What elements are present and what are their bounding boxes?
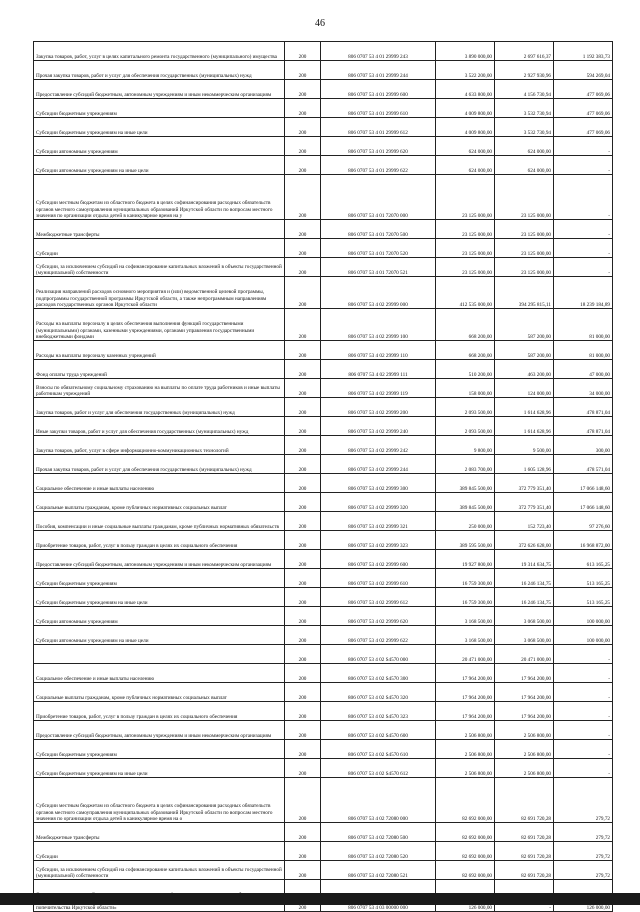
table-row — [34, 512, 613, 531]
row-unexecuted-cell: 594 269,04 — [554, 61, 613, 80]
row-name-cell: Социальное обеспечение и иные выплаты населению — [34, 474, 285, 493]
row-unexecuted-cell: 81 000,00 — [554, 309, 613, 341]
row-executed-cell: 463 200,00 — [495, 360, 554, 379]
row-classification-cell: 806 0707 53 4 01 29999 610 — [321, 99, 436, 118]
row-code-cell: 200 — [285, 569, 321, 588]
row-unexecuted-cell: - — [554, 664, 613, 683]
row-code-cell: 200 — [285, 309, 321, 341]
row-classification-cell: 806 0707 53 4 01 29999 612 — [321, 118, 436, 137]
row-code-cell: 200 — [285, 220, 321, 239]
table-row — [34, 99, 613, 118]
row-executed-cell: 82 691 720,28 — [495, 778, 554, 823]
table-row — [34, 607, 613, 626]
table-row — [34, 842, 613, 861]
table-row — [34, 258, 613, 277]
row-assigned-cell: 82 692 000,00 — [436, 823, 495, 842]
table-row — [34, 436, 613, 455]
row-classification-cell: 806 0707 53 4 02 29999 321 — [321, 512, 436, 531]
row-name-cell: Субсидии местным бюджетам из областного бюджета в целях софинансирования расходных обязательств органов местного самоуправления муниципальных образований Иркутской области по вопросам местного значения по организации отдыха детей в каникулярное время на о — [34, 778, 285, 823]
table-row — [34, 61, 613, 80]
table-row — [34, 683, 613, 702]
row-executed-cell: 2 697 616,37 — [495, 42, 554, 61]
row-name-cell: Субсидии бюджетным учреждениям на иные цели — [34, 118, 285, 137]
row-name-cell: Закупка товаров, работ, услуг в целях капитального ремонта государственного (муниципального) имущества — [34, 42, 285, 61]
row-assigned-cell: 2 093 500,00 — [436, 398, 495, 417]
table-row — [34, 569, 613, 588]
row-name-cell: Предоставление субсидий бюджетным, автономным учреждениям и иным некоммерческим организациям — [34, 550, 285, 569]
row-executed-cell: 1 614 628,96 — [495, 417, 554, 436]
row-classification-cell: 806 0707 53 4 02 29999 000 — [321, 277, 436, 309]
row-executed-cell: 3 068 500,00 — [495, 607, 554, 626]
row-code-cell: 200 — [285, 588, 321, 607]
row-unexecuted-cell: 513 165,25 — [554, 569, 613, 588]
row-executed-cell: 82 691 720,28 — [495, 823, 554, 842]
row-code-cell: 200 — [285, 156, 321, 175]
table-row — [34, 239, 613, 258]
row-classification-cell: 806 0707 53 4 02 S4570 323 — [321, 702, 436, 721]
row-executed-cell: 372 626 628,00 — [495, 531, 554, 550]
row-executed-cell: 16 246 134,75 — [495, 588, 554, 607]
row-unexecuted-cell: 100 000,00 — [554, 607, 613, 626]
row-assigned-cell: 389 845 500,00 — [436, 474, 495, 493]
row-name-cell: Межбюджетные трансферты — [34, 823, 285, 842]
row-assigned-cell: 2 083 700,00 — [436, 455, 495, 474]
row-unexecuted-cell: 477 069,06 — [554, 99, 613, 118]
table-row — [34, 531, 613, 550]
row-code-cell: 200 — [285, 778, 321, 823]
row-code-cell: 200 — [285, 861, 321, 880]
row-classification-cell: 806 0707 53 4 02 S4570 320 — [321, 683, 436, 702]
row-unexecuted-cell: 81 000,00 — [554, 341, 613, 360]
row-executed-cell: 152 723,40 — [495, 512, 554, 531]
row-code-cell: 200 — [285, 493, 321, 512]
row-code-cell: 200 — [285, 436, 321, 455]
row-name-cell: Реализация направлений расходов основного мероприятия и (или) ведомственной целевой программы, подпрограммы государственной программы Иркутской области, а также непрограммным направлениям расходов государственных органов Иркутской области — [34, 277, 285, 309]
row-assigned-cell: 389 595 500,00 — [436, 531, 495, 550]
row-classification-cell: 806 0707 53 4 03 00000 000 — [321, 880, 436, 912]
row-assigned-cell: 23 125 000,00 — [436, 175, 495, 220]
row-unexecuted-cell: 513 165,25 — [554, 588, 613, 607]
table-row — [34, 588, 613, 607]
table-row — [34, 118, 613, 137]
row-assigned-cell: 4 009 800,00 — [436, 118, 495, 137]
row-executed-cell: 82 691 720,28 — [495, 842, 554, 861]
row-code-cell: 200 — [285, 455, 321, 474]
table-row — [34, 823, 613, 842]
row-unexecuted-cell: - — [554, 721, 613, 740]
row-executed-cell: 2 506 800,00 — [495, 721, 554, 740]
row-executed-cell: 2 506 800,00 — [495, 740, 554, 759]
row-code-cell: 200 — [285, 175, 321, 220]
row-classification-cell: 806 0707 53 4 01 29999 622 — [321, 156, 436, 175]
table-row — [34, 220, 613, 239]
row-classification-cell: 806 0707 53 4 01 72070 521 — [321, 258, 436, 277]
row-classification-cell: 806 0707 53 4 02 S4570 300 — [321, 664, 436, 683]
row-executed-cell: 17 964 200,00 — [495, 664, 554, 683]
row-classification-cell: 806 0707 53 4 02 29999 100 — [321, 309, 436, 341]
row-code-cell: 200 — [285, 759, 321, 778]
row-assigned-cell: 624 000,00 — [436, 137, 495, 156]
table-row — [34, 493, 613, 512]
table-row — [34, 277, 613, 309]
row-unexecuted-cell: - — [554, 239, 613, 258]
row-classification-cell: 806 0707 53 4 02 29999 610 — [321, 569, 436, 588]
row-unexecuted-cell: 16 968 872,00 — [554, 531, 613, 550]
row-classification-cell: 806 0707 53 4 01 72070 520 — [321, 239, 436, 258]
row-code-cell: 200 — [285, 645, 321, 664]
row-executed-cell: 372 779 351,40 — [495, 474, 554, 493]
row-executed-cell: 23 125 000,00 — [495, 239, 554, 258]
row-classification-cell: 806 0707 53 4 02 29999 323 — [321, 531, 436, 550]
row-name-cell: Закупка товаров, работ и услуг для обеспечения государственных (муниципальных) нужд — [34, 398, 285, 417]
row-executed-cell: 17 964 200,00 — [495, 702, 554, 721]
row-unexecuted-cell: 18 239 184,89 — [554, 277, 613, 309]
row-assigned-cell: 389 845 500,00 — [436, 493, 495, 512]
row-name-cell: Предоставление субсидий бюджетным, автономным учреждениям и иным некоммерческим организациям — [34, 80, 285, 99]
row-name-cell: попечительства Иркутской области» — [34, 880, 285, 912]
row-assigned-cell: 2 506 800,00 — [436, 740, 495, 759]
table-row — [34, 398, 613, 417]
row-executed-cell: 394 295 815,11 — [495, 277, 554, 309]
row-name-cell: Субсидии автономным учреждениям на иные цели — [34, 156, 285, 175]
row-assigned-cell: 668 200,00 — [436, 341, 495, 360]
row-code-cell: 200 — [285, 118, 321, 137]
row-code-cell: 200 — [285, 531, 321, 550]
table-row — [34, 156, 613, 175]
page-number: 46 — [315, 18, 325, 29]
row-assigned-cell: 2 093 500,00 — [436, 417, 495, 436]
row-unexecuted-cell: 17 066 148,60 — [554, 474, 613, 493]
row-code-cell: 200 — [285, 740, 321, 759]
row-assigned-cell: 82 692 000,00 — [436, 842, 495, 861]
row-assigned-cell: 250 000,00 — [436, 512, 495, 531]
row-name-cell: Субсидии автономным учреждениям — [34, 137, 285, 156]
row-code-cell: 200 — [285, 880, 321, 912]
row-classification-cell: 806 0707 53 4 01 29999 600 — [321, 80, 436, 99]
row-unexecuted-cell: 477 069,06 — [554, 118, 613, 137]
row-classification-cell: 806 0707 53 4 02 29999 111 — [321, 360, 436, 379]
row-name-cell: Взносы по обязательному социальному страхованию на выплаты по оплате труда работников и иные выплаты работникам учреждений — [34, 379, 285, 398]
row-code-cell: 200 — [285, 80, 321, 99]
table-row — [34, 740, 613, 759]
row-name-cell: Расходы на выплаты персоналу казенных учреждений — [34, 341, 285, 360]
row-classification-cell: 806 0707 53 4 02 S4570 000 — [321, 645, 436, 664]
row-assigned-cell: 668 200,00 — [436, 309, 495, 341]
row-name-cell: Фонд оплаты труда учреждений — [34, 360, 285, 379]
row-unexecuted-cell: - — [554, 175, 613, 220]
row-classification-cell: 806 0707 53 4 02 29999 300 — [321, 474, 436, 493]
row-executed-cell: 1 605 128,96 — [495, 455, 554, 474]
row-assigned-cell: 9 800,00 — [436, 436, 495, 455]
row-name-cell: Приобретение товаров, работ, услуг в пользу граждан в целях их социального обеспечения — [34, 702, 285, 721]
row-executed-cell: 82 691 720,28 — [495, 861, 554, 880]
budget-execution-table — [33, 41, 613, 912]
row-code-cell: 200 — [285, 341, 321, 360]
row-executed-cell: 124 000,00 — [495, 379, 554, 398]
row-classification-cell: 806 0707 53 4 02 29999 110 — [321, 341, 436, 360]
table-row — [34, 759, 613, 778]
row-classification-cell: 806 0707 53 4 02 S4570 610 — [321, 740, 436, 759]
row-classification-cell: 806 0707 53 4 01 29999 244 — [321, 61, 436, 80]
row-name-cell: Субсидии, за исключением субсидий на софинансирование капитальных вложений в объекты государственной (муниципальной) собственности — [34, 861, 285, 880]
row-classification-cell: 806 0707 53 4 02 72080 500 — [321, 823, 436, 842]
row-assigned-cell: 2 506 800,00 — [436, 759, 495, 778]
row-name-cell: Социальные выплаты гражданам, кроме публичных нормативных социальных выплат — [34, 683, 285, 702]
table-row — [34, 626, 613, 645]
row-executed-cell: - — [495, 880, 554, 912]
row-unexecuted-cell: - — [554, 220, 613, 239]
row-assigned-cell: 16 759 300,00 — [436, 588, 495, 607]
row-unexecuted-cell: 100 000,00 — [554, 626, 613, 645]
row-name-cell: Социальное обеспечение и иные выплаты населению — [34, 664, 285, 683]
row-assigned-cell: 126 000,00 — [436, 880, 495, 912]
row-unexecuted-cell: - — [554, 702, 613, 721]
row-unexecuted-cell: - — [554, 258, 613, 277]
row-code-cell: 200 — [285, 474, 321, 493]
row-code-cell: 200 — [285, 550, 321, 569]
row-executed-cell: 2 927 930,96 — [495, 61, 554, 80]
row-assigned-cell: 4 009 800,00 — [436, 99, 495, 118]
row-assigned-cell: 2 506 800,00 — [436, 721, 495, 740]
row-executed-cell: 16 246 134,75 — [495, 569, 554, 588]
row-name-cell: Субсидии местным бюджетам из областного бюджета в целях софинансирования расходных обязательств органов местного самоуправления муниципальных образований Иркутской области по вопросам местного значения по организации отдыха детей в каникулярное время на у — [34, 175, 285, 220]
row-assigned-cell: 23 125 000,00 — [436, 258, 495, 277]
table-row — [34, 175, 613, 220]
row-assigned-cell: 23 125 000,00 — [436, 220, 495, 239]
table-row — [34, 417, 613, 436]
row-unexecuted-cell: 47 000,00 — [554, 360, 613, 379]
row-unexecuted-cell: 279,72 — [554, 861, 613, 880]
row-assigned-cell: 17 964 200,00 — [436, 683, 495, 702]
row-unexecuted-cell: 279,72 — [554, 778, 613, 823]
row-classification-cell: 806 0707 53 4 01 72070 500 — [321, 220, 436, 239]
row-unexecuted-cell: - — [554, 740, 613, 759]
row-code-cell: 200 — [285, 823, 321, 842]
row-classification-cell: 806 0707 53 4 02 29999 320 — [321, 493, 436, 512]
row-name-cell: Закупка товаров, работ, услуг в сфере информационно-коммуникационных технологий — [34, 436, 285, 455]
row-unexecuted-cell: 478 871,04 — [554, 417, 613, 436]
table-body — [34, 42, 613, 912]
row-classification-cell: 806 0707 53 4 02 29999 200 — [321, 398, 436, 417]
row-assigned-cell: 4 633 800,00 — [436, 80, 495, 99]
row-classification-cell: 806 0707 53 4 02 S4570 612 — [321, 759, 436, 778]
table-row — [34, 861, 613, 880]
row-executed-cell: 9 500,00 — [495, 436, 554, 455]
row-classification-cell: 806 0707 53 4 02 29999 600 — [321, 550, 436, 569]
row-unexecuted-cell: 478 871,04 — [554, 398, 613, 417]
row-executed-cell: 3 068 500,00 — [495, 626, 554, 645]
row-unexecuted-cell: 478 571,04 — [554, 455, 613, 474]
table-row — [34, 379, 613, 398]
row-name-cell: Прочая закупка товаров, работ и услуг для обеспечения государственных (муниципальных) нужд — [34, 455, 285, 474]
row-unexecuted-cell: 126 000,00 — [554, 880, 613, 912]
row-code-cell: 200 — [285, 360, 321, 379]
row-assigned-cell: 3 168 500,00 — [436, 626, 495, 645]
table-row — [34, 80, 613, 99]
row-unexecuted-cell: - — [554, 645, 613, 664]
row-code-cell: 200 — [285, 664, 321, 683]
row-executed-cell: 4 156 730,94 — [495, 80, 554, 99]
row-executed-cell: 23 125 000,00 — [495, 258, 554, 277]
row-classification-cell: 806 0707 53 4 01 29999 620 — [321, 137, 436, 156]
row-classification-cell: 806 0707 53 4 02 72080 521 — [321, 861, 436, 880]
row-unexecuted-cell: 279,72 — [554, 823, 613, 842]
table-row — [34, 341, 613, 360]
row-executed-cell: 23 125 000,00 — [495, 220, 554, 239]
row-name-cell — [34, 645, 285, 664]
row-executed-cell: 372 779 351,40 — [495, 493, 554, 512]
row-assigned-cell: 82 692 000,00 — [436, 778, 495, 823]
row-assigned-cell: 624 000,00 — [436, 156, 495, 175]
table-row — [34, 474, 613, 493]
row-code-cell: 200 — [285, 417, 321, 436]
row-unexecuted-cell: 1 192 383,73 — [554, 42, 613, 61]
row-unexecuted-cell: - — [554, 156, 613, 175]
row-name-cell: Расходы на выплаты персоналу в целях обеспечения выполнения функций государственными (муниципальными) органами, казенными учреждениями, органами управления государственными внебюджетными фондами — [34, 309, 285, 341]
row-name-cell: Субсидии бюджетным учреждениям на иные цели — [34, 759, 285, 778]
row-code-cell: 200 — [285, 512, 321, 531]
row-classification-cell: 806 0707 53 4 01 29999 243 — [321, 42, 436, 61]
row-code-cell: 200 — [285, 258, 321, 277]
row-classification-cell: 806 0707 53 4 02 29999 620 — [321, 607, 436, 626]
row-code-cell: 200 — [285, 277, 321, 309]
row-classification-cell: 806 0707 53 4 02 29999 612 — [321, 588, 436, 607]
table-row — [34, 721, 613, 740]
row-code-cell: 200 — [285, 137, 321, 156]
row-unexecuted-cell: - — [554, 137, 613, 156]
row-code-cell: 200 — [285, 61, 321, 80]
table-row — [34, 360, 613, 379]
row-code-cell: 200 — [285, 626, 321, 645]
table-row — [34, 778, 613, 823]
row-name-cell: Субсидии — [34, 239, 285, 258]
row-code-cell: 200 — [285, 379, 321, 398]
row-executed-cell: 3 532 730,94 — [495, 118, 554, 137]
row-name-cell: Субсидии бюджетным учреждениям — [34, 740, 285, 759]
row-assigned-cell: 82 692 000,00 — [436, 861, 495, 880]
row-code-cell: 200 — [285, 683, 321, 702]
row-classification-cell: 806 0707 53 4 02 S4570 600 — [321, 721, 436, 740]
row-name-cell: Пособия, компенсации и иные социальные выплаты гражданам, кроме публичных нормативных обязательств — [34, 512, 285, 531]
row-code-cell: 200 — [285, 398, 321, 417]
row-code-cell: 200 — [285, 42, 321, 61]
scan-bottom-edge — [0, 893, 640, 905]
table-row — [34, 42, 613, 61]
table-row — [34, 137, 613, 156]
row-unexecuted-cell: 300,00 — [554, 436, 613, 455]
row-classification-cell: 806 0707 53 4 02 72080 520 — [321, 842, 436, 861]
row-executed-cell: 624 000,00 — [495, 137, 554, 156]
row-assigned-cell: 158 000,00 — [436, 379, 495, 398]
row-name-cell: Предоставление субсидий бюджетным, автономным учреждениям и иным некоммерческим организациям — [34, 721, 285, 740]
row-name-cell: Субсидии — [34, 842, 285, 861]
row-name-cell: Прочая закупка товаров, работ и услуг для обеспечения государственных (муниципальных) нужд — [34, 61, 285, 80]
row-name-cell: Иные закупки товаров, работ и услуг для обеспечения государственных (муниципальных) нужд — [34, 417, 285, 436]
row-executed-cell: 587 200,00 — [495, 309, 554, 341]
row-executed-cell: 624 000,00 — [495, 156, 554, 175]
row-unexecuted-cell: - — [554, 759, 613, 778]
row-name-cell: Субсидии автономным учреждениям на иные цели — [34, 626, 285, 645]
row-classification-cell: 806 0707 53 4 01 72070 000 — [321, 175, 436, 220]
row-executed-cell: 17 964 200,00 — [495, 683, 554, 702]
row-classification-cell: 806 0707 53 4 02 29999 119 — [321, 379, 436, 398]
row-name-cell: Приобретение товаров, работ, услуг в пользу граждан в целях их социального обеспечения — [34, 531, 285, 550]
row-executed-cell: 3 532 730,94 — [495, 99, 554, 118]
row-unexecuted-cell: 34 000,00 — [554, 379, 613, 398]
row-classification-cell: 806 0707 53 4 02 29999 242 — [321, 436, 436, 455]
row-unexecuted-cell: 613 165,25 — [554, 550, 613, 569]
row-assigned-cell: 20 471 000,00 — [436, 645, 495, 664]
row-executed-cell: 2 506 800,00 — [495, 759, 554, 778]
row-assigned-cell: 19 927 800,00 — [436, 550, 495, 569]
row-name-cell: Субсидии, за исключением субсидий на софинансирование капитальных вложений в объекты государственной (муниципальной) собственности — [34, 258, 285, 277]
row-code-cell: 200 — [285, 607, 321, 626]
row-unexecuted-cell: 477 069,06 — [554, 80, 613, 99]
table-row — [34, 702, 613, 721]
row-executed-cell: 20 471 000,00 — [495, 645, 554, 664]
table-row — [34, 550, 613, 569]
row-executed-cell: 1 614 628,96 — [495, 398, 554, 417]
row-unexecuted-cell: 17 066 148,60 — [554, 493, 613, 512]
row-unexecuted-cell: 97 276,60 — [554, 512, 613, 531]
row-assigned-cell: 3 890 000,00 — [436, 42, 495, 61]
row-assigned-cell: 16 759 300,00 — [436, 569, 495, 588]
row-classification-cell: 806 0707 53 4 02 29999 240 — [321, 417, 436, 436]
row-name-cell: Субсидии бюджетным учреждениям — [34, 99, 285, 118]
row-assigned-cell: 3 522 200,00 — [436, 61, 495, 80]
row-assigned-cell: 23 125 000,00 — [436, 239, 495, 258]
row-executed-cell: 23 125 000,00 — [495, 175, 554, 220]
row-classification-cell: 806 0707 53 4 02 29999 622 — [321, 626, 436, 645]
row-code-cell: 200 — [285, 239, 321, 258]
row-unexecuted-cell: - — [554, 683, 613, 702]
row-name-cell: Субсидии автономным учреждениям — [34, 607, 285, 626]
row-assigned-cell: 17 964 200,00 — [436, 664, 495, 683]
row-code-cell: 200 — [285, 99, 321, 118]
row-unexecuted-cell: 279,72 — [554, 842, 613, 861]
row-assigned-cell: 510 200,00 — [436, 360, 495, 379]
row-executed-cell: 19 314 634,75 — [495, 550, 554, 569]
row-assigned-cell: 17 964 200,00 — [436, 702, 495, 721]
row-code-cell: 200 — [285, 721, 321, 740]
table-row — [34, 455, 613, 474]
row-code-cell: 200 — [285, 702, 321, 721]
row-name-cell: Субсидии бюджетным учреждениям — [34, 569, 285, 588]
row-name-cell: Социальные выплаты гражданам, кроме публичных нормативных социальных выплат — [34, 493, 285, 512]
table-row — [34, 309, 613, 341]
table-row — [34, 645, 613, 664]
row-name-cell: Субсидии бюджетным учреждениям на иные цели — [34, 588, 285, 607]
row-classification-cell: 806 0707 53 4 02 29999 244 — [321, 455, 436, 474]
row-code-cell: 200 — [285, 842, 321, 861]
row-assigned-cell: 3 168 500,00 — [436, 607, 495, 626]
row-assigned-cell: 412 535 000,00 — [436, 277, 495, 309]
row-classification-cell: 806 0707 53 4 02 72080 000 — [321, 778, 436, 823]
row-executed-cell: 587 200,00 — [495, 341, 554, 360]
table-row — [34, 664, 613, 683]
row-name-cell: Межбюджетные трансферты — [34, 220, 285, 239]
